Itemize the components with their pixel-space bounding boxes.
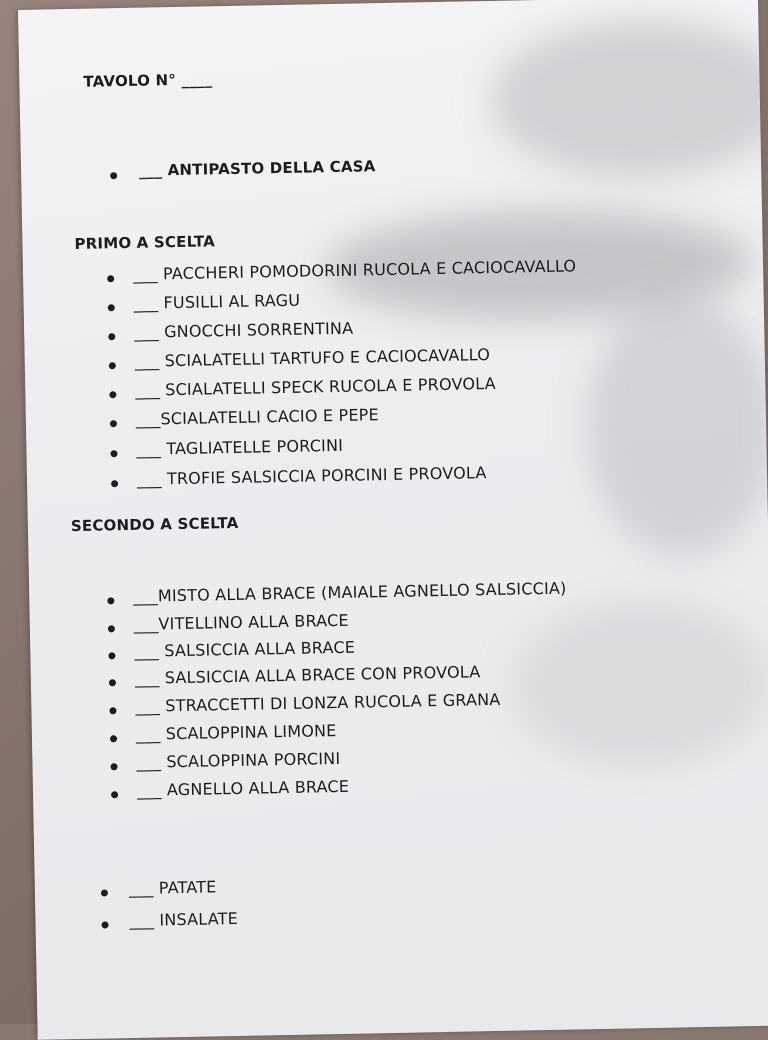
bullet [110, 172, 117, 179]
menu-item-primo: ___ TROFIE SALSICCIA PORCINI E PROVOLA [136, 463, 487, 489]
bullet [109, 707, 116, 714]
bullet [109, 391, 116, 398]
bullet [107, 275, 114, 282]
menu-item-secondo: ___ AGNELLO ALLA BRACE [136, 776, 350, 800]
bullet [110, 450, 117, 457]
menu-item-contorno: ___ INSALATE [129, 908, 239, 931]
section-heading-primo: PRIMO A SCELTA [74, 232, 216, 253]
section-heading-secondo: SECONDO A SCELTA [70, 513, 239, 536]
menu-item-primo: ___ FUSILLI AL RAGU [133, 290, 301, 313]
bullet [109, 362, 116, 369]
bullet [107, 597, 114, 604]
bullet [101, 889, 108, 896]
menu-item-secondo: ___ SALSICCIA ALLA BRACE CON PROVOLA [134, 662, 481, 688]
bullet [110, 420, 117, 427]
bullet [109, 679, 116, 686]
menu-item-secondo: ___VITELLINO ALLA BRACE [133, 610, 349, 634]
toner-smudge [488, 15, 768, 181]
bullet [111, 791, 118, 798]
menu-item-contorno: ___ PATATE [128, 877, 217, 899]
menu-item-secondo: ___ SALSICCIA ALLA BRACE [134, 637, 356, 661]
bullet [110, 763, 117, 770]
bullet [111, 480, 118, 487]
menu-item-secondo: ___ SCALOPPINA LIMONE [135, 721, 337, 744]
menu-item-primo: ___ SCIALATELLI TARTUFO E CACIOCAVALLO [134, 345, 491, 371]
bullet [108, 625, 115, 632]
menu-item-antipasto: ___ ANTIPASTO DELLA CASA [138, 157, 376, 180]
menu-item-primo: ___ GNOCCHI SORRENTINA [134, 318, 354, 342]
menu-item-primo: ___ PACCHERI POMODORINI RUCOLA E CACIOCAVALLO [132, 256, 577, 284]
bullet [108, 333, 115, 340]
bullet [108, 652, 115, 659]
menu-item-primo: ___ TAGLIATELLE PORCINI [136, 435, 344, 459]
toner-smudge [584, 296, 768, 560]
table-number-label: TAVOLO N° ____ [83, 70, 213, 91]
menu-item-secondo: ___MISTO ALLA BRACE (MAIALE AGNELLO SALSICCIA) [133, 578, 567, 606]
bullet [110, 735, 117, 742]
menu-item-secondo: ___ SCALOPPINA PORCINI [136, 748, 341, 772]
menu-item-primo: ___SCIALATELLI CACIO E PEPE [135, 405, 380, 429]
toner-smudge [509, 596, 768, 771]
menu-item-primo: ___ SCIALATELLI SPECK RUCOLA E PROVOLA [135, 373, 496, 400]
menu-sheet [18, 0, 768, 1040]
bullet [108, 304, 115, 311]
bullet [102, 921, 109, 928]
menu-item-secondo: ___ STRACCETTI DI LONZA RUCOLA E GRANA [135, 689, 501, 716]
